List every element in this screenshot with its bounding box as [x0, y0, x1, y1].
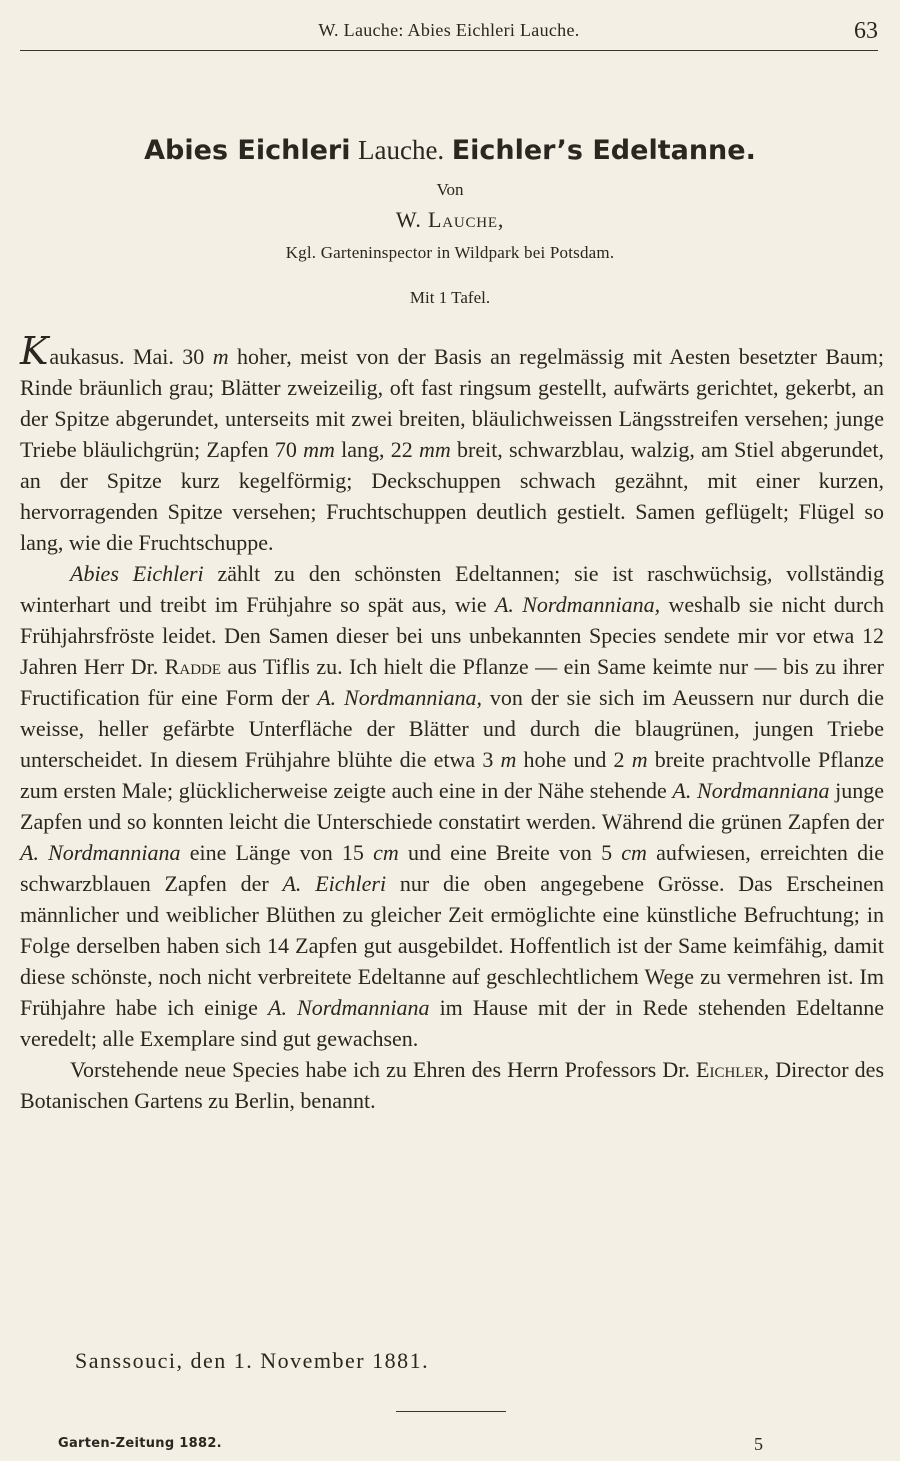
unit-text: m [500, 747, 517, 772]
byline-author: W. Lauche, [395, 207, 505, 232]
species-name: A. Eichleri [282, 871, 387, 896]
text-run: hohe und 2 [516, 747, 632, 772]
text-run: breite prachtvolle Pflanze zum ersten Male; glücklicherweise zeigte auch eine in der Nähe stehende [20, 747, 884, 803]
page-number: 63 [854, 18, 878, 44]
unit-text: m [212, 344, 229, 369]
text-run: im Hause mit der in Rede stehenden Edeltanne veredelt; alle Exemplare sind gut gewachsen. [20, 995, 885, 1051]
species-name: A. Nordmanniana, [317, 685, 482, 710]
text-run: breit, schwarzblau, walzig, am Stiel abgerundet, an der Spitze kurz kegelförmig; Deckschuppen schwach gezähnt, mit einer kurzen, hervorragenden Spitze versehen; Fruchtschuppen deutlich gestielt. Samen geflügelt; Flügel so lang, wie die Fruchtschuppe. [20, 437, 884, 555]
signoff-place: Sanssouci [75, 1348, 177, 1373]
drop-cap: K [20, 329, 49, 373]
article-body [20, 329, 885, 1116]
title-authority: Lauche. [357, 135, 445, 165]
text-run: aus Tiflis zu. Ich hielt die Pflanze — ein Same keimte nur — bis zu ihrer Fructification für eine Form der [20, 654, 884, 710]
title-common-name: Eichler’s Edeltanne. [451, 135, 756, 166]
text-run: von der sie sich im Aeussern nur durch die weisse, heller gefärbte Unterfläche der Blätter und durch die blaugrünen, jungen Triebe unterscheidet. In diesem Frühjahre blühte die etwa 3 [20, 685, 885, 772]
footer-journal: Garten-Zeitung 1882. [58, 1436, 222, 1451]
paragraph-history [20, 558, 884, 1054]
unit-text: cm [373, 840, 399, 865]
text-run: aufwiesen, erreichten die schwarzblauen Zapfen der [20, 840, 884, 896]
text-run: nur die oben angegebene Grösse. Das Erscheinen männlicher und weiblicher Blüthen zu gleicher Zeit ermöglichte eine künstliche Befruchtung; in Folge derselben haben sich 14 Zapfen gut ausgebildet. Hoffentlich ist der Same keimfähig, damit diese schönste, noch nicht verbreitete Edeltanne auf geschlechtlichem Wege zu vermehren ist. Im Frühjahre habe ich einige [20, 871, 884, 1020]
species-name: A. Nordmanniana [268, 995, 430, 1020]
text-run: und eine Breite von 5 [398, 840, 622, 865]
paragraph-dedication [20, 1054, 884, 1116]
unit-text: m [631, 747, 648, 772]
species-name: A. Nordmanniana [20, 840, 181, 865]
byline-affiliation: Kgl. Garteninspector in Wildpark bei Potsdam. [285, 243, 615, 262]
signoff [75, 1348, 429, 1374]
footer-signature: 5 [754, 1434, 763, 1454]
footer-rule [396, 1411, 506, 1412]
unit-text: mm [418, 437, 451, 462]
text-run: , Director des Botanischen Gartens zu Berlin, benannt. [20, 1057, 885, 1113]
title-latin-name: Abies Eichleri [144, 135, 351, 166]
text-run: hoher, meist von der Basis an regelmässig mit Aesten besetzter Baum; Rinde bräunlich grau; Blätter zweizeilig, oft fast ringsum gestellt, aufwärts gerichtet, gekerbt, an der Spitze abgerundet, unterseits mit zwei breiten, bläulichweissen Längsstreifen versehen; junge Triebe bläulichgrün; Zapfen 70 [20, 344, 885, 462]
unit-text: mm [303, 437, 335, 462]
running-title: W. Lauche: Abies Eichleri Lauche. [318, 20, 580, 40]
article-title [0, 132, 900, 169]
text-run: lang, 22 [334, 437, 419, 462]
person-name: Radde [164, 654, 222, 679]
species-name: Abies Eichleri [70, 561, 204, 586]
plate-note: Mit 1 Tafel. [409, 288, 491, 307]
unit-text: cm [621, 840, 647, 865]
text-run: eine Länge von 15 [180, 840, 374, 865]
species-name: A. Nordmanniana, [494, 592, 661, 617]
text-run: zählt zu den schönsten Edeltannen; sie ist raschwüchsig, vollständig winterhart und treibt im Frühjahre so spät aus, wie [20, 561, 884, 617]
paragraph-description [20, 329, 885, 558]
byline-von: Von [436, 180, 464, 199]
text-run: aukasus. Mai. 30 [49, 344, 213, 369]
species-name: A. Nordmanniana [672, 778, 830, 803]
person-name: Eichler [696, 1057, 764, 1082]
running-head [20, 16, 878, 51]
signoff-date: , den 1. November 1881. [176, 1348, 430, 1373]
text-run: weshalb sie nicht durch Frühjahrsfröste leidet. Den Samen dieser bei uns unbekannten Species sendete mir vor etwa 12 Jahren Herr Dr. [20, 592, 885, 679]
text-run: junge Zapfen und so konnten leicht die Unterschiede constatirt werden. Während die grünen Zapfen der [20, 778, 884, 834]
text-run: Vorstehende neue Species habe ich zu Ehren des Herrn Professors Dr. [70, 1057, 697, 1082]
